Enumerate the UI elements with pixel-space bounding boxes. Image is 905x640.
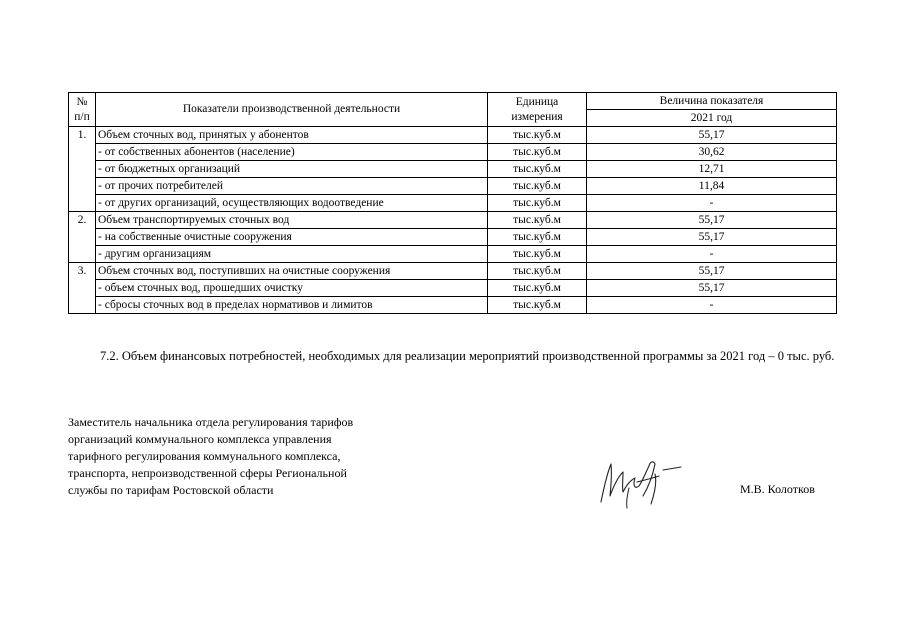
row-unit: тыс.куб.м — [488, 178, 587, 195]
row-value: - — [587, 195, 837, 212]
header-indicator-name: Показатели производственной деятельности — [96, 93, 488, 127]
row-value: 55,17 — [587, 229, 837, 246]
row-value: - — [587, 297, 837, 314]
row-unit: тыс.куб.м — [488, 297, 587, 314]
row-value: 55,17 — [587, 127, 837, 144]
header-value-group: Величина показателя — [587, 93, 837, 110]
row-unit: тыс.куб.м — [488, 280, 587, 297]
row-indicator: - от прочих потребителей — [96, 178, 488, 195]
table-row — [69, 178, 837, 195]
header-number-line2: п/п — [74, 110, 90, 123]
table-row — [69, 297, 837, 314]
signatory-position-line: транспорта, непроизводственной сферы Региональной — [68, 466, 347, 480]
row-indicator: - сбросы сточных вод в пределах нормативов и лимитов — [96, 297, 488, 314]
row-value: 12,71 — [587, 161, 837, 178]
row-value: 55,17 — [587, 212, 837, 229]
row-indicator: - объем сточных вод, прошедших очистку — [96, 280, 488, 297]
row-unit: тыс.куб.м — [488, 161, 587, 178]
table-row — [69, 229, 837, 246]
row-unit: тыс.куб.м — [488, 246, 587, 263]
row-value: - — [587, 246, 837, 263]
row-number — [69, 144, 96, 161]
row-number — [69, 161, 96, 178]
row-number: 2. — [69, 212, 96, 229]
row-indicator: Объем транспортируемых сточных вод — [96, 212, 488, 229]
production-indicators-table — [68, 92, 837, 314]
signatory-position-line: службы по тарифам Ростовской области — [68, 483, 274, 497]
table-row — [69, 212, 837, 229]
row-unit: тыс.куб.м — [488, 127, 587, 144]
row-indicator: Объем сточных вод, поступивших на очистные сооружения — [96, 263, 488, 280]
row-value: 55,17 — [587, 280, 837, 297]
table-row — [69, 127, 837, 144]
table-row — [69, 161, 837, 178]
table-header-row — [69, 93, 837, 110]
header-number — [69, 93, 96, 127]
signatory-position-line: тарифного регулирования коммунального комплекса, — [68, 449, 341, 463]
header-number-line1: № — [76, 95, 88, 108]
row-value: 11,84 — [587, 178, 837, 195]
row-unit: тыс.куб.м — [488, 195, 587, 212]
header-unit-line2: измерения — [511, 110, 563, 123]
signatory-position-line: организаций коммунального комплекса управления — [68, 432, 332, 446]
signatory-position-line: Заместитель начальника отдела регулирования тарифов — [68, 415, 354, 429]
row-number: 3. — [69, 263, 96, 280]
row-indicator: - на собственные очистные сооружения — [96, 229, 488, 246]
financial-needs-paragraph: 7.2. Объем финансовых потребностей, необходимых для реализации мероприятий производственной программы за 2021 год – 0 тыс. руб. — [100, 349, 835, 363]
row-indicator: - другим организациям — [96, 246, 488, 263]
header-unit-line1: Единица — [515, 95, 559, 108]
row-unit: тыс.куб.м — [488, 144, 587, 161]
row-unit: тыс.куб.м — [488, 212, 587, 229]
table-row — [69, 144, 837, 161]
signer-name: М.В. Колотков — [740, 482, 815, 496]
row-number: 1. — [69, 127, 96, 144]
handwritten-signature-icon — [593, 452, 688, 512]
row-indicator: - от собственных абонентов (население) — [96, 144, 488, 161]
row-indicator: Объем сточных вод, принятых у абонентов — [96, 127, 488, 144]
row-unit: тыс.куб.м — [488, 263, 587, 280]
row-number — [69, 178, 96, 195]
table-row — [69, 263, 837, 280]
header-unit — [488, 93, 587, 127]
row-number — [69, 246, 96, 263]
row-value: 30,62 — [587, 144, 837, 161]
row-value: 55,17 — [587, 263, 837, 280]
row-number — [69, 280, 96, 297]
row-number — [69, 229, 96, 246]
row-number — [69, 195, 96, 212]
table-row — [69, 195, 837, 212]
header-year: 2021 год — [587, 110, 837, 127]
table-row — [69, 246, 837, 263]
row-indicator: - от других организаций, осуществляющих водоотведение — [96, 195, 488, 212]
row-number — [69, 297, 96, 314]
row-unit: тыс.куб.м — [488, 229, 587, 246]
row-indicator: - от бюджетных организаций — [96, 161, 488, 178]
table-row — [69, 280, 837, 297]
signatory-position — [68, 414, 398, 499]
